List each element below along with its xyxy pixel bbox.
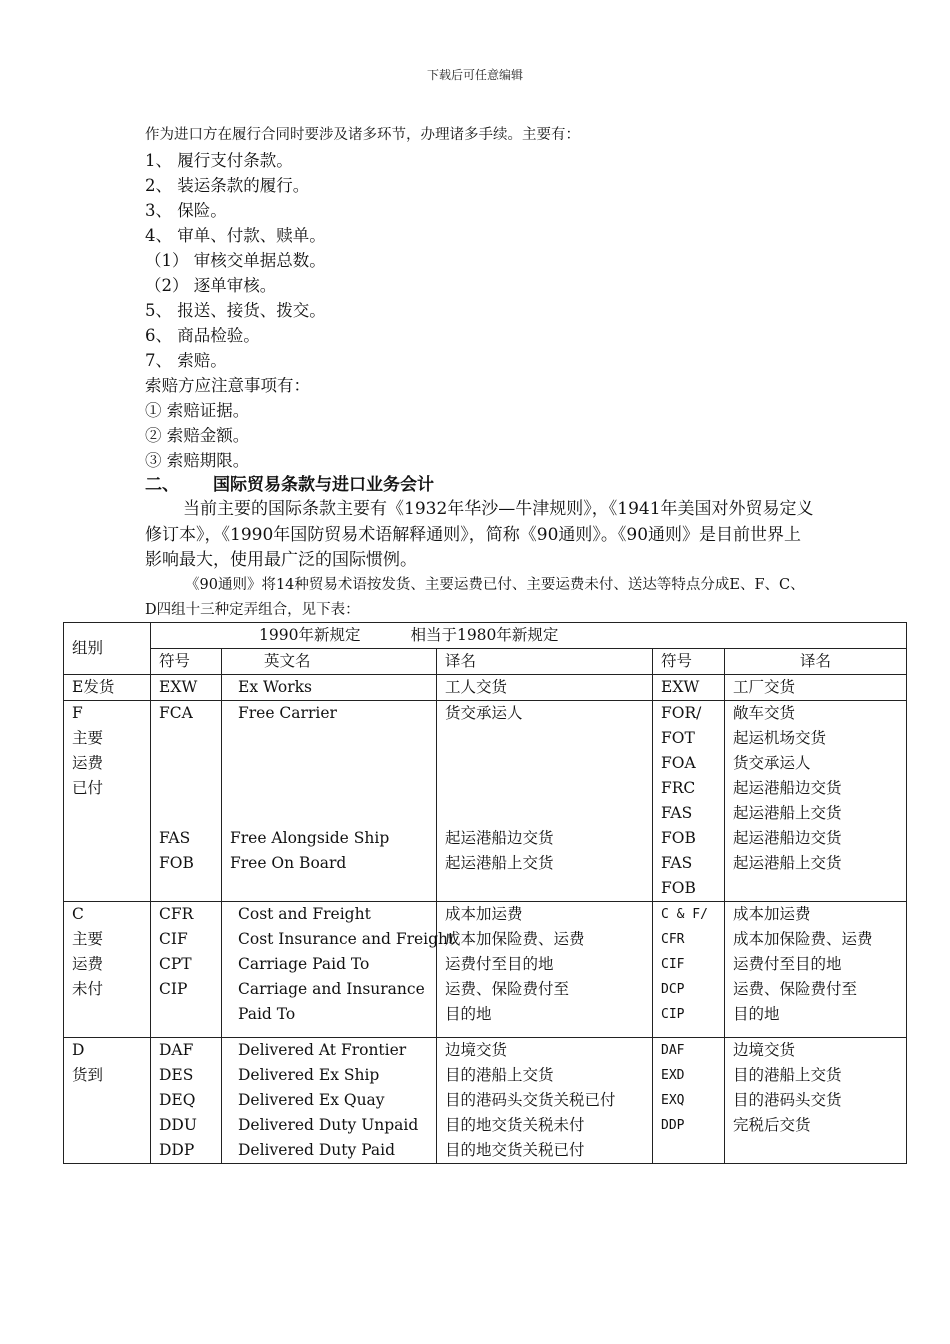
symbol xyxy=(159,751,221,776)
col-old-translation-header: 译名 xyxy=(725,649,907,675)
old-symbol: CIF xyxy=(661,957,685,972)
symbol: FOB xyxy=(159,854,194,872)
translation: 货交承运人 xyxy=(445,704,523,722)
symbol-cell xyxy=(151,902,222,1038)
symbol xyxy=(159,801,221,826)
symbol-cell xyxy=(151,1038,222,1164)
old-translation: 边境交货 xyxy=(733,1041,796,1059)
translation: 目的港船上交货 xyxy=(445,1066,554,1084)
table-row xyxy=(64,1038,907,1164)
old-translation: 货交承运人 xyxy=(733,754,811,772)
col-translation-header: 译名 xyxy=(437,649,653,675)
step-item: 6、 商品检验。 xyxy=(145,326,260,345)
step-item: （2） 逐单审核。 xyxy=(145,276,277,295)
table-row xyxy=(64,701,907,902)
english-cell xyxy=(222,902,455,1038)
old-translation: 起运港船上交货 xyxy=(733,854,842,872)
step-item: 3、 保险。 xyxy=(145,201,227,220)
symbol: EXW xyxy=(159,678,198,696)
english-name: Ex Works xyxy=(238,678,312,696)
old-translation: 成本加运费 xyxy=(733,905,811,923)
group-label: 主要 xyxy=(72,729,104,747)
old-symbol: CIP xyxy=(661,1007,685,1022)
symbol-cell xyxy=(151,701,222,902)
translation-cell xyxy=(437,1038,653,1164)
translation xyxy=(445,801,652,826)
symbol: DEQ xyxy=(159,1091,196,1109)
old-symbol: DCP xyxy=(661,982,685,997)
translation: 运费付至目的地 xyxy=(445,955,554,973)
english-name: Cost Insurance and Freight xyxy=(238,930,455,948)
translation xyxy=(445,726,652,751)
group-header: 组别 xyxy=(64,623,151,675)
english-name: Free Carrier xyxy=(238,704,337,722)
step-item: 2、 装运条款的履行。 xyxy=(145,176,310,195)
old-symbol: FOB xyxy=(661,829,696,847)
group-label: 已付 xyxy=(72,779,104,797)
step-item: ③ 索赔期限。 xyxy=(145,451,250,470)
old-symbol: DDP xyxy=(661,1118,685,1133)
english-name xyxy=(230,776,436,801)
rules-header xyxy=(151,623,907,649)
translation-cell xyxy=(437,675,653,701)
step-item: ② 索赔金额。 xyxy=(145,426,250,445)
translation: 工人交货 xyxy=(445,678,508,696)
old-translation: 工厂交货 xyxy=(733,678,796,696)
old-symbol: C & F/ xyxy=(661,907,708,922)
old-translation: 目的地 xyxy=(733,1005,780,1023)
step-item: 1、 履行支付条款。 xyxy=(145,151,293,170)
old-symbol: EXD xyxy=(661,1068,685,1083)
english-name: Delivered At Frontier xyxy=(238,1041,407,1059)
translation: 边境交货 xyxy=(445,1041,508,1059)
translation: 目的港码头交货关税已付 xyxy=(445,1091,616,1109)
old-translation: 完税后交货 xyxy=(733,1116,811,1134)
english-cell xyxy=(222,701,437,902)
symbol: FAS xyxy=(159,829,191,847)
english-name xyxy=(230,801,436,826)
symbol: FCA xyxy=(159,704,193,722)
old-symbol: DAF xyxy=(661,1043,685,1058)
group-label: 未付 xyxy=(72,980,104,998)
old-translation-cell xyxy=(725,701,907,902)
english-name: Delivered Duty Paid xyxy=(238,1141,396,1159)
symbol: DES xyxy=(159,1066,194,1084)
paragraph-table-intro xyxy=(145,573,815,623)
old-translation-cell xyxy=(725,1038,907,1164)
old-translation: 运费付至目的地 xyxy=(733,955,842,973)
group-cell xyxy=(64,1038,151,1164)
translation-cell xyxy=(437,701,653,902)
paragraph-table-intro-text: 《90通则》将14种贸易术语按发货、主要运费已付、主要运费未付、送达等特点分成E、F、C、D四组十三种定弄组合，见下表： xyxy=(145,577,805,618)
symbol xyxy=(159,776,221,801)
col-symbol-header: 符号 xyxy=(151,649,222,675)
old-translation: 起运港船边交货 xyxy=(733,829,842,847)
english-name xyxy=(230,751,436,776)
step-item: ① 索赔证据。 xyxy=(145,401,250,420)
english-cell xyxy=(222,1038,437,1164)
trade-terms-table xyxy=(63,622,907,1164)
step-item: 7、 索赔。 xyxy=(145,351,227,370)
group-label: F xyxy=(72,704,83,722)
old-translation: 成本加保险费、运费 xyxy=(733,930,873,948)
old-symbol-cell xyxy=(653,1038,725,1164)
english-name: Cost and Freight xyxy=(238,905,371,923)
translation xyxy=(445,776,652,801)
old-symbol: EXQ xyxy=(661,1093,685,1108)
old-symbol: FAS xyxy=(661,854,693,872)
group-label: D xyxy=(72,1041,85,1059)
group-label: 货到 xyxy=(72,1066,104,1084)
old-translation: 目的港码头交货 xyxy=(733,1091,842,1109)
old-translation: 起运港船边交货 xyxy=(733,779,842,797)
symbol: CFR xyxy=(159,905,194,923)
new-rules-header: 1990年新规定 xyxy=(259,626,361,644)
group-cell xyxy=(64,701,151,902)
english-name: Delivered Duty Unpaid xyxy=(238,1116,419,1134)
old-symbol-cell xyxy=(653,902,725,1038)
step-item: （1） 审核交单据总数。 xyxy=(145,251,326,270)
translation-cell xyxy=(437,902,653,1038)
group-cell xyxy=(64,675,151,701)
page-header-note: 下载后可任意编辑 xyxy=(426,68,523,82)
symbol: DAF xyxy=(159,1041,194,1059)
english-name: Carriage Paid To xyxy=(238,955,370,973)
old-symbol: CFR xyxy=(661,932,685,947)
english-cell xyxy=(222,675,437,701)
symbol xyxy=(159,726,221,751)
translation: 目的地 xyxy=(445,1005,492,1023)
symbol: CIP xyxy=(159,980,188,998)
old-symbol-cell xyxy=(653,701,725,902)
english-name: Paid To xyxy=(238,1005,296,1023)
english-name: Carriage and Insurance xyxy=(238,980,425,998)
symbol: CIF xyxy=(159,930,188,948)
old-rules-header: 相当于1980年新规定 xyxy=(410,626,559,644)
old-symbol: FOR/ xyxy=(661,704,702,722)
old-symbol: FRC xyxy=(661,779,696,797)
translation: 起运港船上交货 xyxy=(445,854,554,872)
symbol-cell xyxy=(151,675,222,701)
group-label: 运费 xyxy=(72,955,104,973)
step-item: 5、 报送、接货、拨交。 xyxy=(145,301,326,320)
translation xyxy=(445,751,652,776)
group-cell xyxy=(64,902,151,1038)
paragraph-main xyxy=(145,497,815,574)
old-translation: 目的港船上交货 xyxy=(733,1066,842,1084)
symbol: CPT xyxy=(159,955,192,973)
old-translation: 起运机场交货 xyxy=(733,729,827,747)
intro-text: 作为进口方在履行合同时要涉及诸多环节，办理诸多手续。主要有： xyxy=(145,127,580,143)
section-heading xyxy=(145,473,434,498)
translation: 成本加运费 xyxy=(445,905,523,923)
old-translation: 起运港船上交货 xyxy=(733,804,842,822)
old-symbol: EXW xyxy=(661,678,700,696)
table-row xyxy=(64,902,907,1038)
old-symbol: FOT xyxy=(661,729,695,747)
table-row xyxy=(64,675,907,701)
steps-list xyxy=(145,148,326,473)
group-label: E发货 xyxy=(72,678,115,696)
old-symbol: FOA xyxy=(661,754,696,772)
group-label: 运费 xyxy=(72,754,104,772)
old-translation-cell xyxy=(725,902,907,1038)
section-title: 国际贸易条款与进口业务会计 xyxy=(213,475,434,495)
paragraph-main-text: 当前主要的国际条款主要有《1932年华沙—牛津规则》，《1941年美国对外贸易定义修订本》，《1990年国防贸易术语解释通则》，简称《90通则》。《90通则》是目前世界上影响最大，使用最广泛的国际惯例。 xyxy=(145,499,814,570)
section-number: 二、 xyxy=(145,475,179,495)
old-translation: 敞车交货 xyxy=(733,704,796,722)
symbol: DDU xyxy=(159,1116,197,1134)
old-symbol-cell xyxy=(653,675,725,701)
group-label: 主要 xyxy=(72,930,104,948)
translation: 起运港船边交货 xyxy=(445,829,554,847)
english-name: Free On Board xyxy=(230,854,347,872)
english-name xyxy=(230,726,436,751)
english-name: Free Alongside Ship xyxy=(230,829,390,847)
col-old-symbol-header: 符号 xyxy=(653,649,725,675)
group-label: C xyxy=(72,905,84,923)
col-english-header: 英文名 xyxy=(222,649,437,675)
translation: 目的地交货关税未付 xyxy=(445,1116,585,1134)
old-symbol: FOB xyxy=(661,879,696,897)
old-symbol: FAS xyxy=(661,804,693,822)
translation: 运费、保险费付至 xyxy=(445,980,570,998)
old-translation: 运费、保险费付至 xyxy=(733,980,858,998)
step-item: 4、 审单、付款、赎单。 xyxy=(145,226,326,245)
english-name: Delivered Ex Ship xyxy=(238,1066,380,1084)
english-name: Delivered Ex Quay xyxy=(238,1091,385,1109)
step-item: 索赔方应注意事项有： xyxy=(145,376,310,395)
symbol: DDP xyxy=(159,1141,195,1159)
translation: 目的地交货关税已付 xyxy=(445,1141,585,1159)
old-translation-cell xyxy=(725,675,907,701)
translation: 成本加保险费、运费 xyxy=(445,930,585,948)
